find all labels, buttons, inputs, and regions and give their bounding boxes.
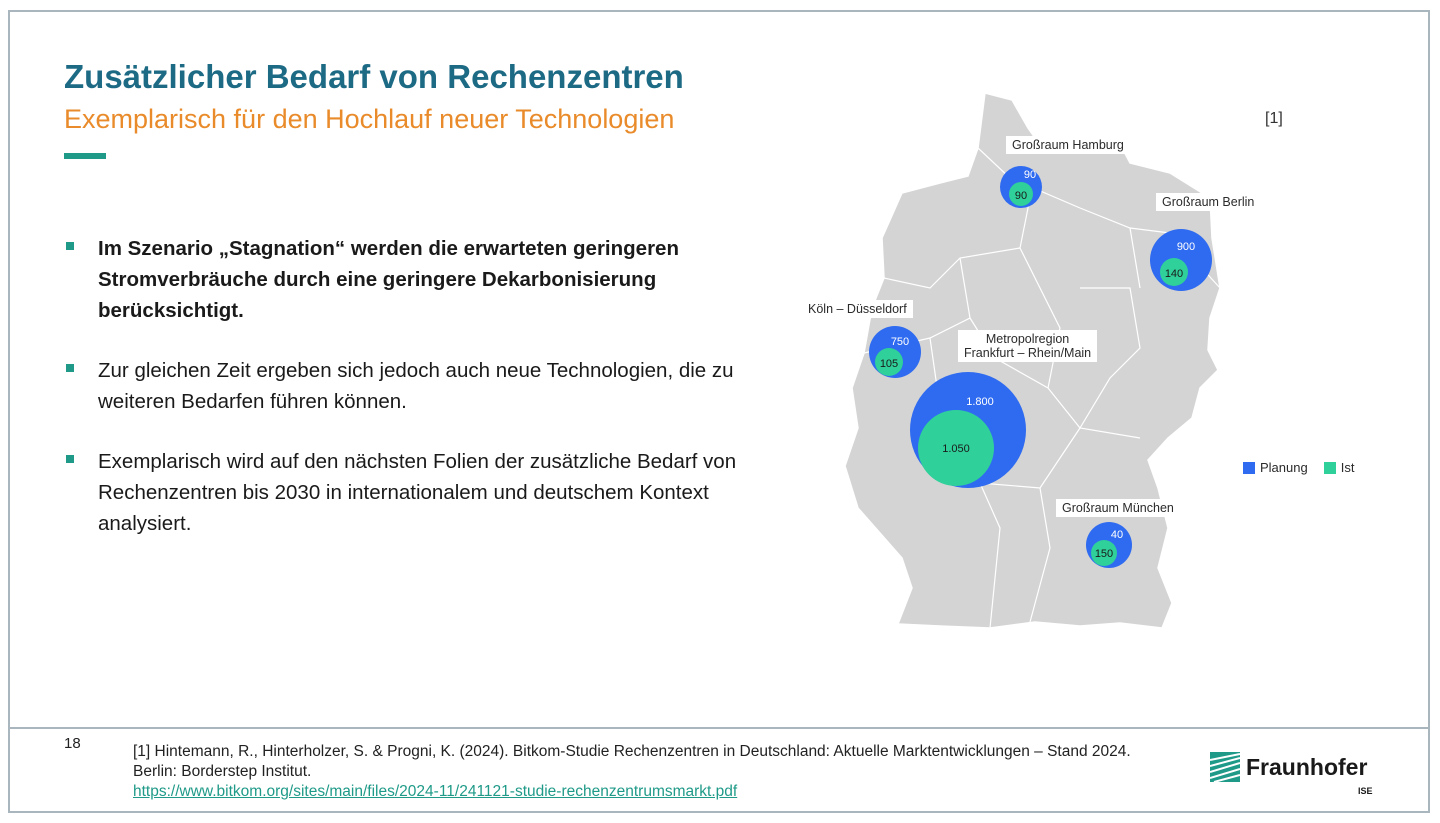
bullet-text: Im Szenario „Stagnation“ werden die erwarteten geringeren Stromverbräuche durch eine geringere Dekarbonisierung berücksichtigt. [98,237,679,322]
region-koeln-duesseldorf [869,326,921,378]
region-hamburg [1000,166,1042,208]
region-label-frankfurt [958,330,1097,362]
reference-link[interactable]: https://www.bitkom.org/sites/main/files/2024-11/241121-studie-rechenzentrumsmarkt.pdf [133,783,738,800]
value-ist: 150 [1094,548,1114,560]
region-label-koeln: Köln – Düsseldorf [802,300,913,318]
figure-reference-tag: [1] [1265,110,1283,127]
legend-item-planung [1243,460,1308,475]
bullet-square-icon [66,242,74,250]
bullet-item [64,446,754,539]
germany-map-figure [780,88,1380,648]
region-muenchen [1086,522,1132,568]
legend-swatch-ist [1324,462,1336,474]
legend-item-ist [1324,460,1355,475]
bullet-item [64,355,754,417]
fraunhofer-logo [1210,750,1380,800]
region-berlin [1150,229,1212,291]
legend-label: Planung [1260,460,1308,475]
value-planung: 900 [1176,241,1196,253]
bullet-square-icon [66,455,74,463]
slide-subtitle: Exemplarisch für den Hochlauf neuer Technologien [64,104,675,134]
value-ist: 90 [1014,190,1028,202]
bullet-text: Exemplarisch wird auf den nächsten Folien der zusätzliche Bedarf von Rechenzentren bis 2030 in internationalem und deutschem Kontext analysiert. [98,450,737,535]
slide-title: Zusätzlicher Bedarf von Rechenzentren [64,58,684,95]
legend-label: Ist [1340,460,1355,475]
germany-map [780,88,1380,648]
value-ist: 1.050 [942,443,970,455]
logo-wordmark: Fraunhofer [1246,754,1368,780]
region-frankfurt [910,372,1026,488]
value-planung: 1.800 [966,396,994,408]
page-number: 18 [64,735,81,752]
bullet-list [64,233,754,568]
value-planung: 40 [1110,529,1124,541]
map-legend [1243,460,1370,475]
footer-divider [8,727,1430,729]
value-planung: 90 [1023,169,1037,181]
fraunhofer-logo-icon [1210,752,1240,782]
accent-bar [64,153,106,159]
logo-subtitle: ISE [1358,786,1373,796]
value-planung: 750 [890,336,910,348]
region-label-hamburg: Großraum Hamburg [1006,136,1130,154]
value-ist: 105 [879,358,899,370]
legend-swatch-planung [1243,462,1255,474]
footer-reference [133,742,1173,802]
region-label-line: Frankfurt – Rhein/Main [964,346,1092,360]
value-ist: 140 [1164,268,1184,280]
reference-text: [1] Hintemann, R., Hinterholzer, S. & Progni, K. (2024). Bitkom-Studie Rechenzentren in Deutschland: Aktuelle Marktentwicklungen – Stand 2024. Berlin: Borderstep Institut. [133,743,1131,780]
bullet-text: Zur gleichen Zeit ergeben sich jedoch auch neue Technologien, die zu weiteren Bedarfen führen können. [98,359,734,413]
region-label-berlin: Großraum Berlin [1156,193,1260,211]
bullet-item [64,233,754,326]
bullet-square-icon [66,364,74,372]
region-label-line: Metropolregion [985,332,1070,346]
region-label-muenchen: Großraum München [1056,499,1180,517]
